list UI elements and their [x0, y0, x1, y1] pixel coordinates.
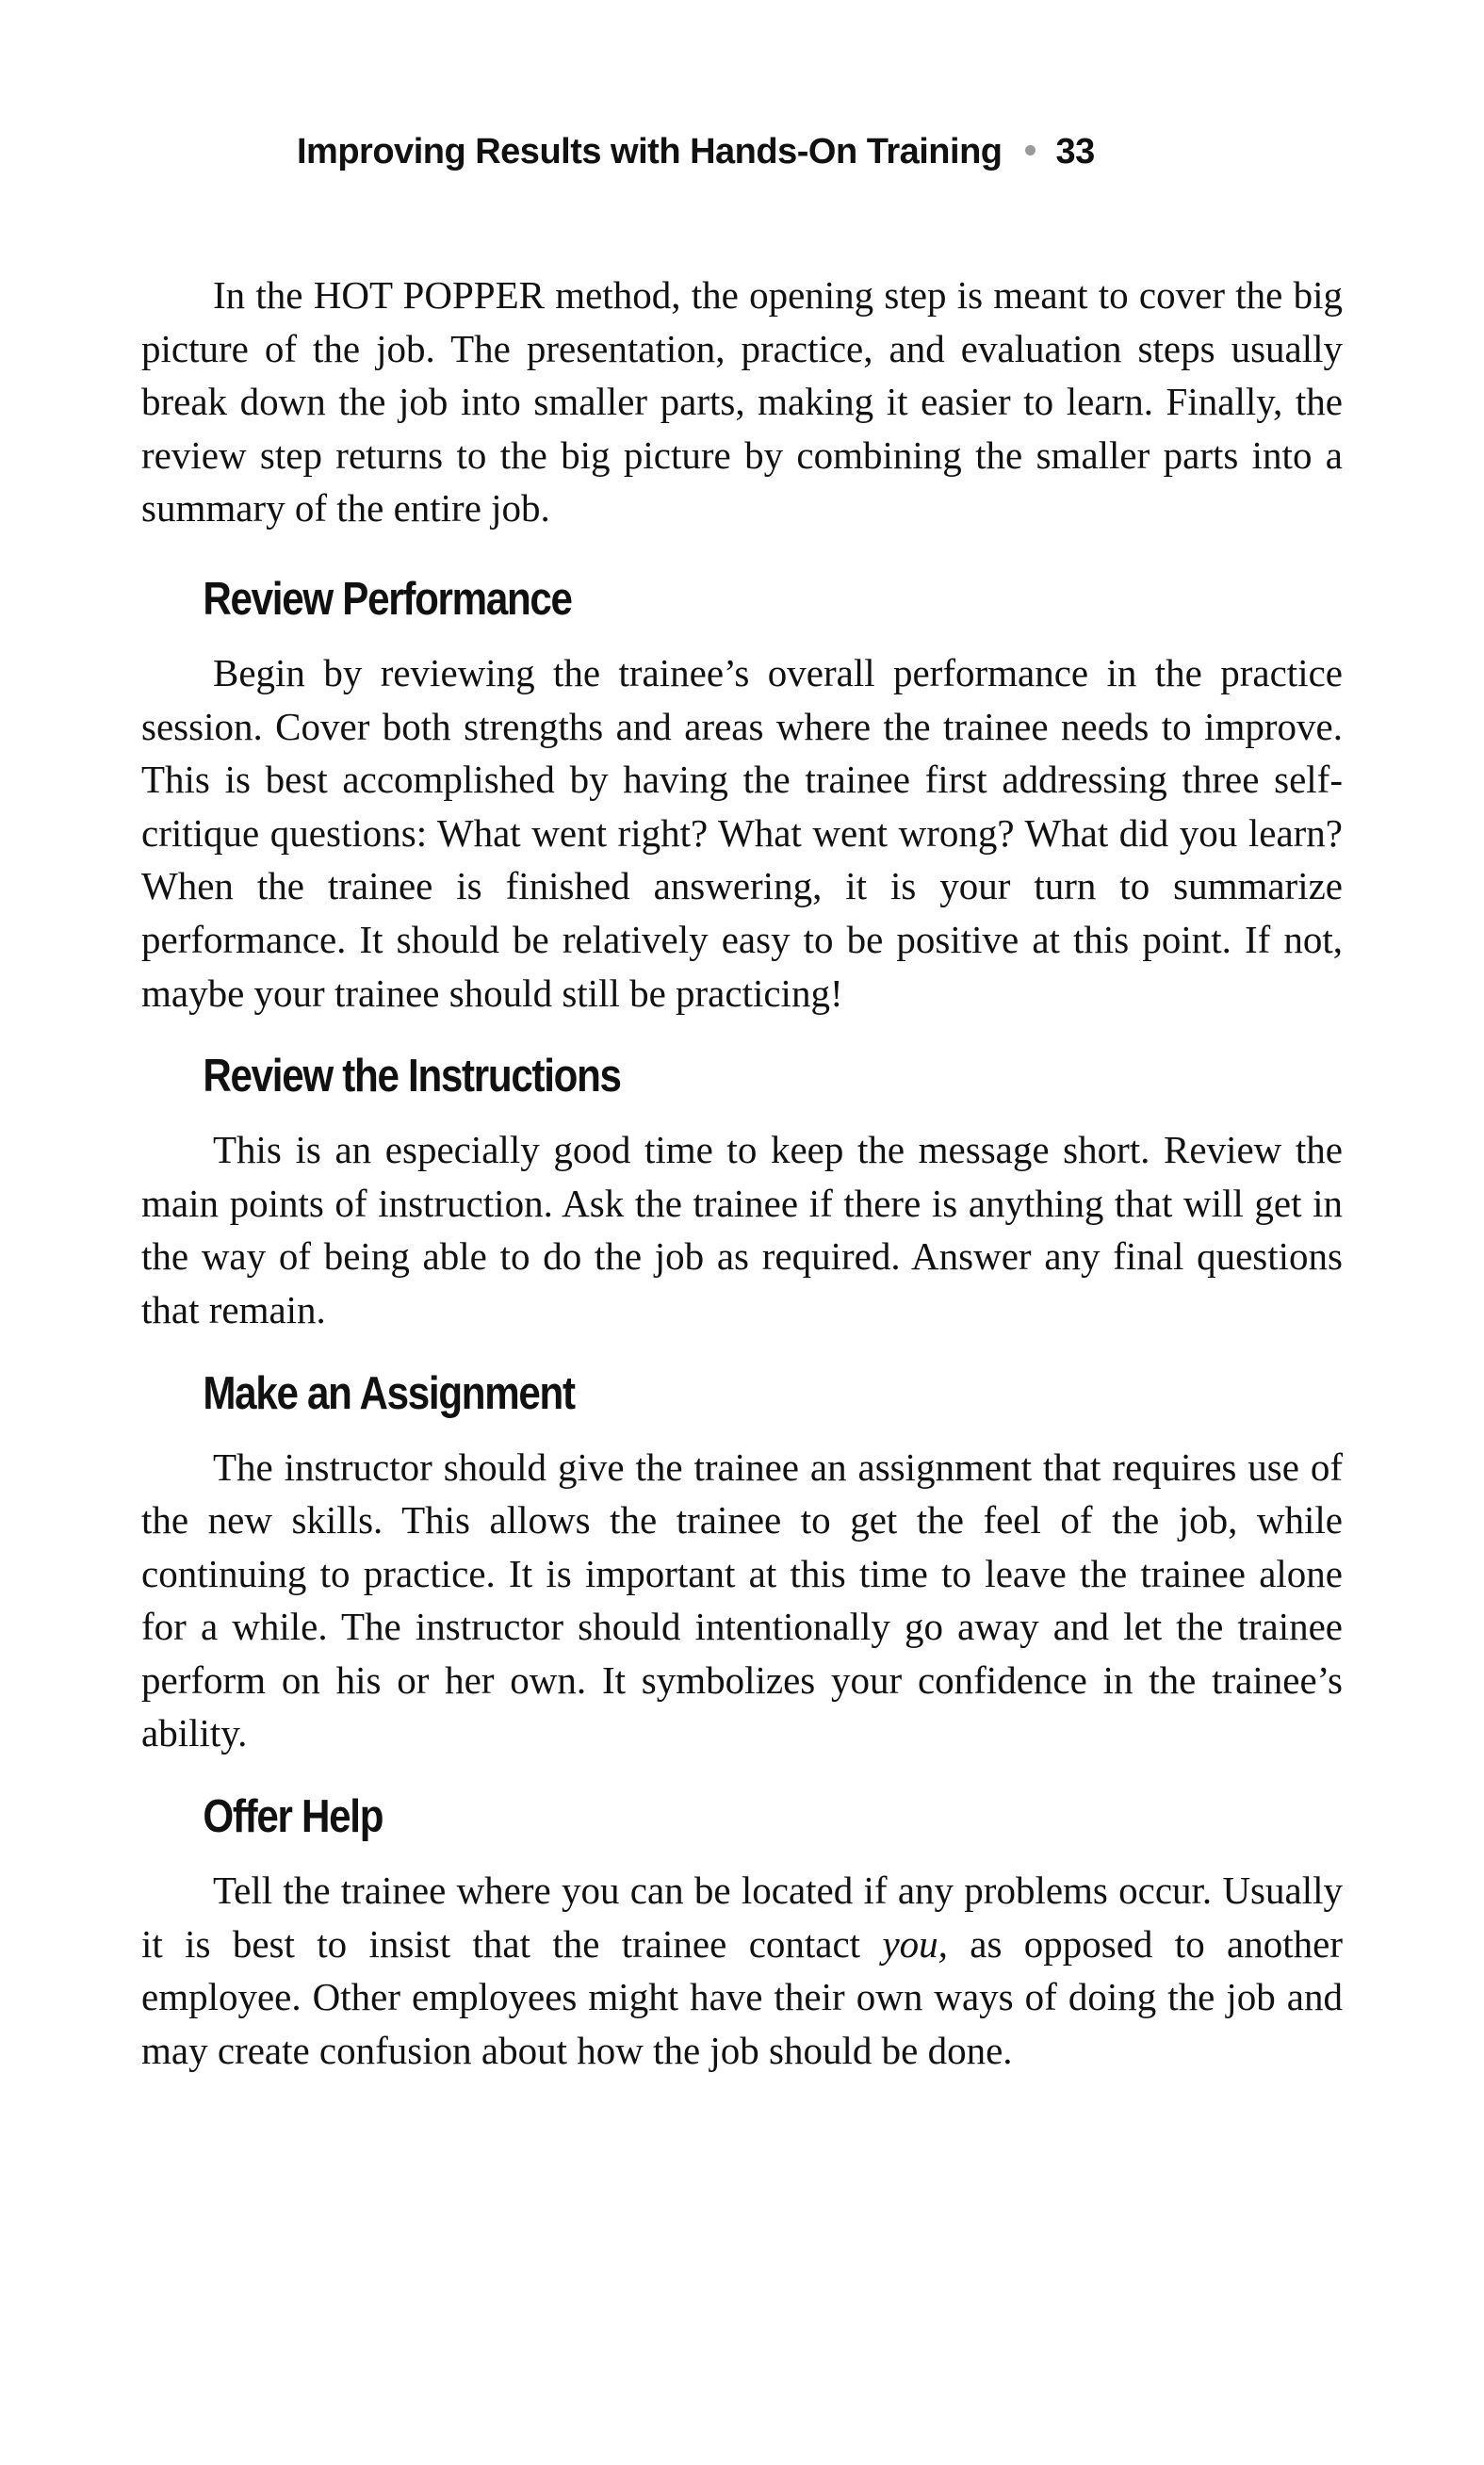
offer-help-text-end: as opposed to another employee. Other employees might have their own ways of doing the job and may create confusion about how the job should be done.: [141, 1921, 1343, 2072]
paragraph-review-instructions: This is an especially good time to keep the message short. Review the main points of instruction. Ask the trainee if there is anything that will get in the way of being able to do the job as required. Answer any final questions that remain.: [141, 1128, 1343, 1331]
paragraph-offer-help: [141, 1864, 1343, 2077]
heading-make-assignment: Make an Assignment: [203, 1367, 575, 1419]
separator-bullet-icon: [1025, 145, 1036, 155]
offer-help-text-start: Tell the trainee where you can be located if any problems occur. Usually it is best to insist that the trainee contact: [141, 1869, 1343, 1966]
paragraph-make-assignment: The instructor should give the trainee an assignment that requires use of the new skills. This allows the trainee to get the feel of the job, while continuing to practice. It is important at this time to leave the trainee alone for a while. The instructor should intentionally go away and let the trainee perform on his or her own. It symbolizes your confidence in the trainee’s ability.: [141, 1445, 1343, 1755]
heading-review-instructions: Review the Instructions: [203, 1051, 621, 1102]
book-page: [141, 0, 1343, 2465]
offer-help-emphasis: you,: [882, 1921, 948, 1966]
paragraph-review-performance: Begin by reviewing the trainee’s overall performance in the practice session. Cover both strengths and areas where the trainee needs to improve. This is best accomplished by having the trainee first addressing three self-critique questions: What went right? What went wrong? What did you learn? When the trainee is finished answering, it is your turn to summarize performance. It should be relatively easy to be positive at this point. If not, maybe your trainee should still be practicing!: [141, 650, 1343, 1015]
running-header: [297, 132, 1343, 172]
heading-offer-help: Offer Help: [203, 1791, 383, 1843]
page-body: [141, 269, 1343, 2077]
intro-paragraph: In the HOT POPPER method, the opening step is meant to cover the big picture of the job. The presentation, practice, and evaluation steps usually break down the job into smaller parts, making it easier to learn. Finally, the review step returns to the big picture by combining the smaller parts into a summary of the entire job.: [141, 273, 1343, 531]
running-title: Improving Results with Hands-On Training: [297, 132, 1003, 171]
page-number: 33: [1055, 132, 1095, 171]
heading-review-performance: Review Performance: [203, 573, 572, 625]
